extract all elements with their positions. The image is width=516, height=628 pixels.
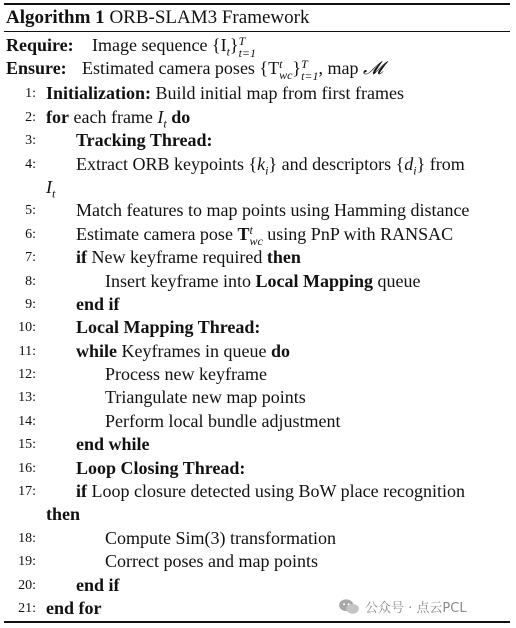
line-number: 2: <box>25 109 36 125</box>
line-number: 7: <box>25 250 36 266</box>
algorithm-line <box>4 550 510 573</box>
algorithm-line <box>4 340 510 363</box>
line-number: 3: <box>25 133 36 149</box>
line-text: end for <box>46 597 102 618</box>
ensure-text: Estimated camera poses {T t wc } T t=1 , map 𝓜 <box>82 57 384 84</box>
algorithm-line <box>4 503 510 526</box>
line-text: Build initial map from first frames <box>151 83 404 104</box>
algorithm-label: Algorithm 1 <box>6 7 105 28</box>
algorithm-line <box>4 527 510 550</box>
line-number: 21: <box>18 600 36 616</box>
line-text: Initialization: <box>46 83 152 104</box>
algorithm-line <box>4 176 510 199</box>
line-text: end if <box>76 293 120 314</box>
line-text: t <box>163 116 167 131</box>
line-text: each frame <box>68 106 158 127</box>
algorithm-steps <box>4 82 510 620</box>
line-number: 16: <box>18 460 36 476</box>
algorithm-line <box>4 82 510 105</box>
line-text: i <box>265 163 269 178</box>
line-text: Insert keyframe into <box>105 270 256 291</box>
line-text: Compute Sim(3) transformation <box>105 527 336 548</box>
algorithm-title <box>4 5 510 31</box>
line-text: if <box>76 247 87 268</box>
line-text: t <box>52 186 56 201</box>
watermark <box>338 597 467 616</box>
line-number: 12: <box>18 367 36 383</box>
wechat-icon <box>338 598 360 616</box>
line-text: } from <box>416 153 465 174</box>
line-content <box>105 386 306 409</box>
line-text: i <box>413 163 417 178</box>
ensure-line <box>4 57 510 82</box>
line-text: Process new keyframe <box>105 364 267 385</box>
algorithm-line <box>4 270 510 293</box>
algorithm-body <box>4 32 510 620</box>
line-text: Local Mapping Thread: <box>76 317 261 338</box>
line-content <box>76 199 469 222</box>
line-number: 5: <box>25 203 36 219</box>
line-content <box>46 106 190 129</box>
ensure-label: Ensure: <box>6 58 67 79</box>
line-number: 15: <box>18 437 36 453</box>
line-content <box>46 503 80 526</box>
algorithm-line <box>4 106 510 129</box>
line-text: then <box>266 247 301 268</box>
line-text: Extract ORB keypoints { <box>76 153 258 174</box>
algorithm-line <box>4 574 510 597</box>
line-content <box>76 246 301 269</box>
line-content <box>76 457 245 480</box>
line-text: t wc <box>249 222 263 248</box>
algorithm-line <box>4 223 510 246</box>
line-text: I <box>46 176 52 197</box>
line-number: 14: <box>18 413 36 429</box>
line-text: using PnP with RANSAC <box>262 223 454 244</box>
line-text: do <box>270 340 290 361</box>
line-text: } and descriptors { <box>268 153 405 174</box>
require-label: Require: <box>6 35 74 55</box>
line-number: 19: <box>18 554 36 570</box>
line-text: Match features to map points using Hamming distance <box>76 200 470 221</box>
line-number: 10: <box>18 320 36 336</box>
algorithm-line <box>4 410 510 433</box>
line-content <box>76 153 465 176</box>
line-number: 1: <box>25 86 36 102</box>
line-text: Local Mapping <box>255 270 373 291</box>
line-text: end if <box>76 574 120 595</box>
algorithm-line <box>4 316 510 339</box>
line-number: 17: <box>18 484 36 500</box>
line-text: Loop Closing Thread: <box>76 457 246 478</box>
line-number: 4: <box>25 156 36 172</box>
algorithm-line <box>4 363 510 386</box>
line-content <box>105 550 318 573</box>
line-text: end while <box>76 434 150 455</box>
bottom-rule <box>4 621 510 623</box>
line-content <box>76 574 120 597</box>
line-number: 11: <box>18 343 36 359</box>
line-text: d <box>404 153 414 174</box>
line-text: then <box>46 504 81 525</box>
line-text: Estimate camera pose <box>76 223 238 244</box>
algorithm-line <box>4 293 510 316</box>
line-content <box>105 527 336 550</box>
line-text: Perform local bundle adjustment <box>105 410 341 431</box>
line-text: do <box>171 106 191 127</box>
line-text: Correct poses and map points <box>105 551 318 572</box>
line-content <box>46 597 102 620</box>
line-text: I <box>157 106 164 127</box>
algorithm-line <box>4 129 510 152</box>
algorithm-line <box>4 153 510 176</box>
line-number: 20: <box>18 577 36 593</box>
line-content <box>105 410 340 433</box>
line-number: 9: <box>25 296 36 312</box>
line-text: Triangulate new map points <box>105 387 306 408</box>
line-text: T <box>237 223 250 244</box>
algorithm-line <box>4 199 510 222</box>
line-content <box>76 480 465 503</box>
algorithm-line <box>4 480 510 503</box>
line-content <box>76 293 120 316</box>
line-text: for <box>46 106 69 127</box>
line-content <box>105 363 267 386</box>
line-content <box>46 82 404 105</box>
line-content <box>46 176 55 199</box>
line-number: 6: <box>25 226 36 242</box>
line-text: Tracking Thread: <box>76 130 213 151</box>
line-text: while <box>76 340 118 361</box>
line-text: queue <box>372 270 421 291</box>
line-number: 18: <box>18 530 36 546</box>
algorithm-line <box>4 433 510 456</box>
line-text: k <box>257 153 266 174</box>
line-content <box>76 223 453 247</box>
line-text: New keyframe required <box>87 247 267 268</box>
algorithm-line <box>4 457 510 480</box>
algorithm-line <box>4 386 510 409</box>
line-text: Keyframes in queue <box>117 340 271 361</box>
algorithm-line <box>4 246 510 269</box>
line-number: 8: <box>25 273 36 289</box>
require-line <box>4 33 510 60</box>
line-number: 13: <box>18 390 36 406</box>
watermark-text: 公众号 · 点云PCL <box>365 601 467 616</box>
algorithm-name: ORB-SLAM3 Framework <box>109 7 310 28</box>
require-text: Image sequence $\{I_t\}$ T t=1 <box>92 33 256 60</box>
line-content <box>76 316 260 339</box>
line-content <box>76 129 213 152</box>
line-content <box>76 433 150 456</box>
line-content <box>105 270 420 293</box>
algorithm-box <box>4 3 510 620</box>
line-text: Loop closure detected using BoW place recognition <box>87 481 466 502</box>
line-text: if <box>76 481 87 502</box>
line-content <box>76 340 290 363</box>
